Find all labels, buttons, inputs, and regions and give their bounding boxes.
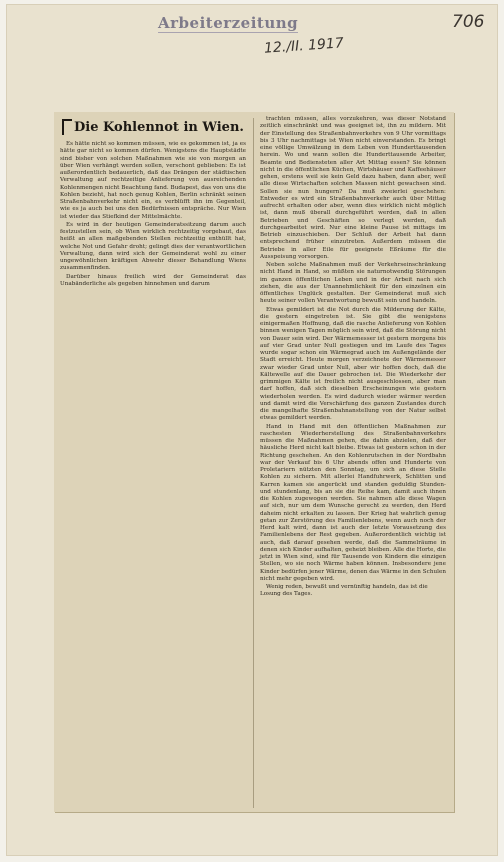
handwritten-page-number: 706 [452, 12, 485, 32]
paragraph: Etwas gemildert ist die Not durch die Milderung der Kälte, die gestern eingetreten ist. Sie gibt die wenigstens einigermaßen Hoffnung, daß die rasche Anlieferung von Kohlen binnen wenigen Tagen möglich sein wird, daß die Störung nicht von Dauer sein wird. Der Wärmemesser ist gestern morgens bis auf vier Grad unter Null gestiegen und im Laufe des Tages wurde sogar schon ein Wärmegrad auch im Außengelände der Stadt erreicht. Heute morgen verzeichnete der Wärmemesser zwar wieder Grad unter Null, aber wir hoffen doch, daß die Kältewelle auf die Dauer gebrochen ist. Die Wiederkehr der grimmigen Kälte ist freilich nicht ausgeschlossen, aber man darf hoffen, daß sich dieselben Erscheinungen wie gestern wiederholen werden. Es wird dadurch wieder wärmer werden und damit wird die Verschärfung des ganzen Zustandes durch die mangelhafte Straßenbahnanstellung von der Natur selbst etwas gemildert werden. [260, 306, 446, 422]
paragraph: Darüber hinaus freilich wird der Gemeinderat das Unabänderliche als gegeben hinnehmen und darum [60, 273, 246, 287]
archive-card [6, 4, 498, 856]
article-title-text: Die Kohlennot in Wien. [74, 120, 244, 135]
handwritten-date: 12./II. 1917 [263, 35, 345, 57]
column-divider [253, 118, 254, 808]
paragraph: Neben solche Maßnahmen muß der Verkehrseinschränkung nicht Hand in Hand, so müßten sie naturnotwendig Störungen im ganzen öffentlichen Leben und in der Arbeit nach sich ziehen, die aus der Unannehmlichkeit für den einzelnen ein öffentliches Unglück gestalten. Der Gemeinderat muß sich heute seiner vollen Verantwortung bewußt sein und handeln. [260, 262, 446, 305]
article-title [74, 120, 246, 135]
paragraph: Es wird in der heutigen Gemeinderatssitzung darum auch festzustellen sein, ob Wien wirklich rechtzeitig vorgebaut, das heißt an allen maßgebenden Stellen rechtzeitig enthüllt hat, welche Not und Gefahr droht; gelingt dies der verantwortlichen Verwaltung, dann wird sich der Gemeinderat wohl zu einer ungewöhnlichen kräftigen Abwehr dieser Behandlung Wiens zusammenfinden. [60, 221, 246, 272]
newspaper-clipping [54, 112, 454, 812]
right-column [260, 116, 446, 604]
paragraph: Es hätte nicht so kommen müssen, wie es gekommen ist, ja es hätte gar nicht so kommen dürfen. Wenigstens die Hauptstädte sind bisher von solchen Maßnahmen wie sie von morgen an über Wien verhängt werden sollen, verschont geblieben: Es ist außerordentlich bedauerlich, daß das Drängen der städtischen Verwaltung auf rechtzeitige Anlieferung von ausreichenden Kohlenmengen nicht Beachtung fand. Budapest, das von uns die Kohlen bezieht, hat noch genug Kohlen, Berlin schränkt seinen Straßenbahnverkehr nicht ein, es verblüfft ihn im Gegenteil, wie es ja auch bei uns den Bedürfnissen entspräche. Nur Wien ist wieder das Stiefkind der Mittelmächte. [60, 141, 246, 220]
newspaper-stamp: Arbeiterzeitung [158, 14, 299, 32]
paragraph: trachten müssen, alles vorzukehren, was dieser Notstand zeitlich einschränkt und was geeignet ist, ihn zu mildern. Mit der Einstellung des Straßenbahnverkehrs von 9 Uhr vormittags bis 3 Uhr nachmittags ist Wien nicht einverstanden. Es bringt eine völlige Umwälzung in dem Leben von Hunderttausenden herein. Wo und wann sollen die Hunderttausende Arbeiter, Beamte und Bediensteten aller Art Mittag essen? Sie können nicht in die öffentlichen Küchen, Wirtshäuser und Kaffeehäuser gehen, erstens weil sie kein Geld dazu haben, dann aber, weil alle diese Wirtschaften solchen Massen nicht gewachsen sind. Sollen sie nun hungern? Da muß zweierlei geschehen: Entweder es wird ein Straßenbahnverkehr auch über Mittag aufrecht erhalten oder aber, wenn dies wirklich nicht möglich ist, dann muß überall durchgeführt werden, daß in allen Betrieben und Geschäften so verlegt werden, daß durchgearbeitet wird. Nur eine kleine Pause ist mittags im Betrieb einzuschieben. Der Schluß der Arbeit hat dann entsprechend früher einzutreten. Außerdem müssen die Betriebe in aller Eile für geeignete Eßräume für die Ausspeisung vorsorgen. [260, 116, 446, 260]
paragraph: Hand in Hand mit den öffentlichen Maßnahmen zur raschesten Wiederherstellung des Straßenbahnverkehrs müssen die Maßnahmen gehen, die dahin abzielen, daß der häusliche Herd nicht kalt bleibe. Etwas ist gestern schon in der Richtung geschehen. An den Kohlenrutschen in der Nordbahn war der Verkauf bis 6 Uhr abends offen und Hunderte von Proletariern nützten den Sonntag, um sich an diese Stelle Kohlen zu sichern. Mit allerlei Handfuhrwerk, Schlitten und Karren kamen sie angerückt und standen geduldig Stunden- und stundenlang, bis an sie die Reihe kam, damit auch ihnen die Kohlen zugewogen werden. Sie nahmen alle diese Wagen auf sich, nur um dem Wunsche gerecht zu werden, den Herd daheim nicht erkalten zu lassen. Der Krieg hat wahrlich genug getan zur Zerstörung des Familienlebens, wenn auch noch der Herd kalt wird, dann ist auch der letzte Vorausetzung des Familienlebens der Rest gegeben. Außerordentlich wichtig ist auch, daß darauf gesehen werde, daß die Sammelräume in denen sich Kinder aufhalten, geheizt bleiben. Alle die Horte, die jetzt in Wien sind, sind für Tausende von Kindern die einzigen Stellen, wo sie noch Wärme haben können. Insbesondere jene Kinder bedürfen jener Wärme, denen das Wärme in den Schulen nicht mehr gegeben wird. [260, 423, 446, 582]
left-column [60, 116, 246, 289]
closing-line: Wenig reden, bewußt und vernünftig handeln, das ist die Losung des Tages. [260, 584, 428, 597]
title-bracket-mark [62, 119, 72, 135]
